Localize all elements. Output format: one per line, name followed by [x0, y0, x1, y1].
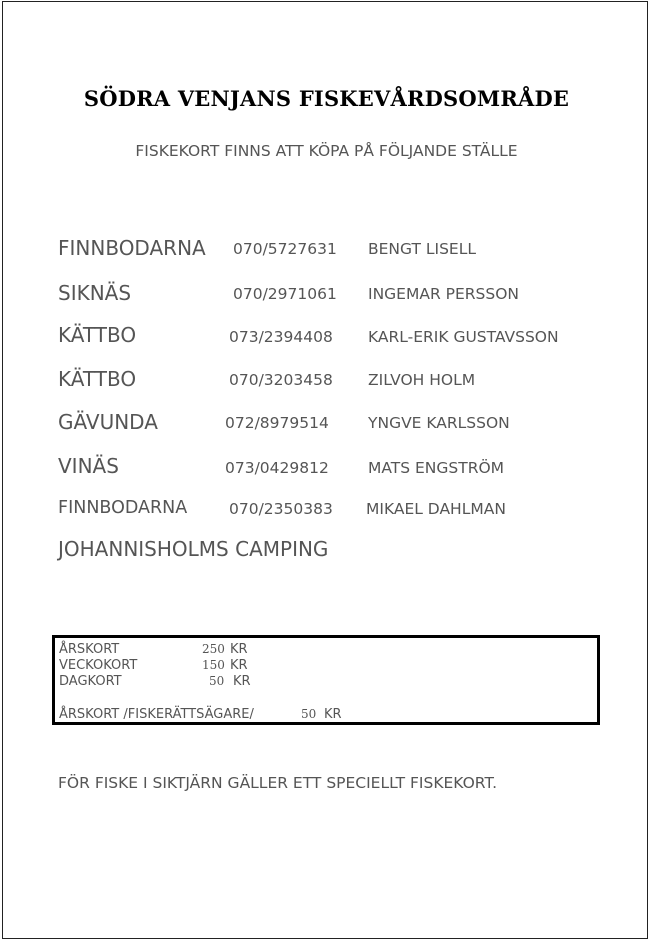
seller-phone: 073/2394408: [229, 328, 333, 346]
seller-place: JOHANNISHOLMS CAMPING: [58, 537, 329, 561]
seller-place: SIKNÄS: [58, 281, 132, 305]
seller-person: ZILVOH HOLM: [368, 371, 476, 389]
price-value: 150: [202, 658, 225, 672]
seller-place: FINNBODARNA: [58, 236, 206, 260]
seller-phone: 070/3203458: [229, 371, 333, 389]
seller-phone: 070/2350383: [229, 500, 333, 518]
seller-row: [0, 236, 653, 266]
seller-place: VINÄS: [58, 454, 119, 478]
seller-person: BENGT LISELL: [368, 240, 476, 258]
seller-row: [0, 281, 653, 311]
seller-phone: 070/2971061: [233, 285, 337, 303]
seller-row: [0, 497, 653, 527]
price-unit: KR: [230, 642, 248, 657]
seller-person: MIKAEL DAHLMAN: [366, 500, 506, 518]
seller-row: [0, 410, 653, 440]
seller-phone: 072/8979514: [225, 414, 329, 432]
document-subtitle: FISKEKORT FINNS ATT KÖPA PÅ FÖLJANDE STÄLLE: [135, 142, 518, 160]
price-value: 50: [301, 707, 317, 721]
seller-person: MATS ENGSTRÖM: [368, 459, 505, 477]
seller-phone: 073/0429812: [225, 459, 329, 477]
seller-row: [0, 367, 653, 397]
seller-place: KÄTTBO: [58, 367, 137, 391]
seller-place: GÄVUNDA: [58, 410, 158, 434]
seller-phone: 070/5727631: [233, 240, 337, 258]
price-label: ÅRSKORT: [59, 642, 120, 657]
price-label: ÅRSKORT /FISKERÄTTSÄGARE/: [59, 707, 254, 722]
seller-row: [0, 323, 653, 353]
price-label: VECKOKORT: [59, 658, 138, 673]
seller-row: [0, 454, 653, 484]
document-title: SÖDRA VENJANS FISKEVÅRDSOMRÅDE: [83, 86, 570, 111]
price-label: DAGKORT: [59, 674, 122, 689]
price-unit: KR: [233, 674, 251, 689]
price-unit: KR: [324, 707, 342, 722]
footnote: FÖR FISKE I SIKTJÄRN GÄLLER ETT SPECIELLT FISKEKORT.: [58, 774, 498, 792]
price-value: 250: [202, 642, 225, 656]
seller-place: KÄTTBO: [58, 323, 137, 347]
seller-person: YNGVE KARLSSON: [368, 414, 510, 432]
seller-person: KARL-ERIK GUSTAVSSON: [368, 328, 559, 346]
price-value: 50: [209, 674, 225, 688]
seller-row: [0, 537, 653, 567]
seller-person: INGEMAR PERSSON: [368, 285, 520, 303]
price-box: [52, 635, 600, 725]
seller-place: FINNBODARNA: [58, 498, 188, 518]
price-unit: KR: [230, 658, 248, 673]
